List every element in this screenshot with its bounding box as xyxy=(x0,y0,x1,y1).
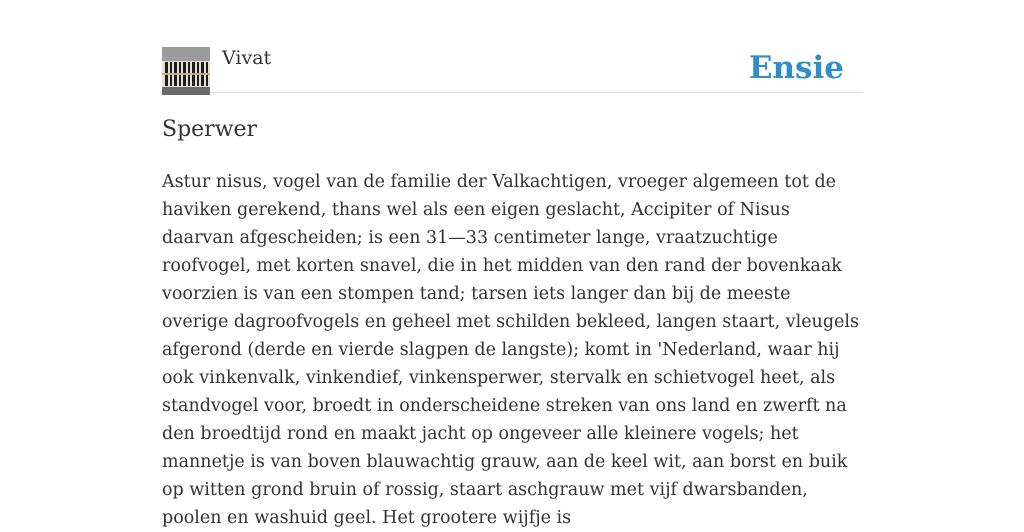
bookshelf-avatar-icon xyxy=(162,47,210,95)
header xyxy=(162,46,862,93)
author-avatar[interactable] xyxy=(162,47,210,95)
author-name[interactable]: Vivat xyxy=(222,47,272,69)
article-body: Astur nisus, vogel van de familie der Valkachtigen, vroeger algemeen tot de haviken gerekend, thans wel als een eigen geslacht, Accipiter of Nisus daarvan afgescheiden; is een 31—33 centimeter lange, vraatzuchtige roofvogel, met korten snavel, die in het midden van den rand der bovenkaak voorzien is van een stompen tand; tarsen iets langer dan bij de meeste overige dagroofvogels en geheel met schilden bekleed, langen staart, vleugels afgerond (derde en vierde slagpen de langste); komt in 'Nederland, waar hij ook vinkenvalk, vinkendief, vinkensperwer, stervalk en schietvogel heet, als standvogel voor, broedt in onderscheidene streken van ons land en zwerft na den broedtijd rond en maakt jacht op ongeveer alle kleinere vogels; het mannetje is van boven blauwachtig grauw, aan de keel wit, aan borst en buik op witten grond bruin of rossig, staart aschgrauw met vijf dwarsbanden, poolen en washuid geel. Het grootere wijfje is xyxy=(162,172,859,528)
brand-logo[interactable]: Ensie xyxy=(748,50,844,86)
article-title: Sperwer xyxy=(162,117,258,142)
